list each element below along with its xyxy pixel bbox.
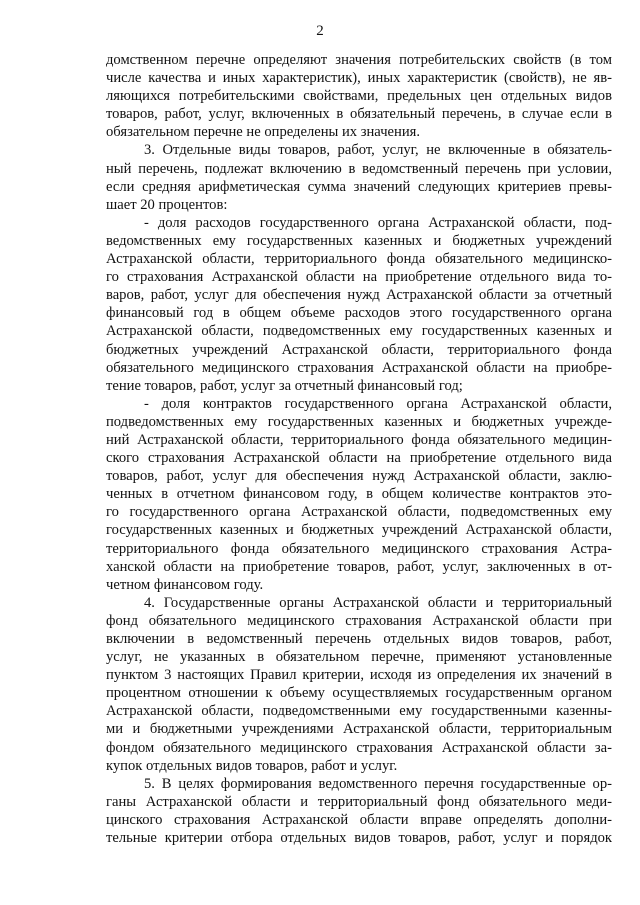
paragraph-item-3	[106, 141, 612, 213]
paragraph-criterion-expenses	[106, 214, 612, 395]
text-line: цинского страхования Астраханской области вправе определять дополни-	[106, 811, 612, 828]
text-line: Астраханской области, территориального фонда обязательного медицинско-	[106, 251, 612, 268]
text-line: ведомственных ему государственных казенных и бюджетных учреждений	[106, 232, 612, 249]
paragraph-item-4	[106, 594, 612, 775]
text-line: четном финансовом году.	[106, 576, 264, 593]
text-line: Астраханской области, подведомственных ему государственных казенных и	[106, 323, 612, 340]
text-line: го страхования Астраханской области на приобретение отдельного вида то-	[106, 269, 612, 286]
text-line: шает 20 процентов:	[106, 196, 228, 213]
text-line: финансовый год в общем объеме расходов этого государственного органа	[106, 305, 612, 322]
text-line: ганы Астраханской области и территориальный фонд обязательного меди-	[106, 793, 612, 810]
text-line: ского страхования Астраханской области на приобретение отдельного вида	[106, 450, 612, 467]
text-line: подведомственных ему государственных казенных и бюджетных учрежде-	[106, 413, 612, 430]
text-line: Астраханской области, подведомственными ему государственными казенны-	[106, 703, 612, 720]
text-line: варов, работ, услуг для обеспечения нужд Астраханской области за отчетный	[106, 287, 612, 304]
text-line: ляющихся потребительскими свойствами, предельных цен отдельных видов	[106, 88, 612, 105]
paragraph-criterion-contracts	[106, 395, 612, 594]
text-line: числе качества и иных характеристик), иных характеристик (свойств), не яв-	[106, 70, 612, 87]
text-line: товаров, работ, услуг для обеспечения нужд Астраханской области, заклю-	[106, 468, 612, 485]
text-line: 4. Государственные органы Астраханской области и территориальный	[144, 594, 612, 611]
text-line: услуг, не указанных в обязательном перечне, применяют установленные	[106, 649, 612, 666]
text-line: процентном отношении к объему осуществляемых государственным органом	[106, 685, 612, 702]
text-line: ханской области на приобретение товаров, работ, услуг, заключенных в от-	[106, 558, 612, 575]
text-line: государственных казенных и бюджетных учреждений Астраханской области,	[106, 522, 612, 539]
text-line: - доля контрактов государственного органа Астраханской области,	[144, 395, 612, 412]
paragraph-continuation	[106, 51, 612, 141]
text-line: включении в ведомственный перечень отдельных видов товаров, работ,	[106, 631, 612, 647]
text-line: го государственного органа Астраханской области, подведомственных ему	[106, 504, 612, 521]
text-line: тение товаров, работ, услуг за отчетный финансовый год;	[106, 377, 463, 394]
text-line: обязательном перечне не определены их значения.	[106, 124, 420, 141]
text-line: ний Астраханской области, территориального фонда обязательного медицин-	[106, 431, 612, 448]
text-line: фонд обязательного медицинского страхования Астраханской области при	[106, 612, 612, 629]
text-line: пунктом 3 настоящих Правил критерии, исходя из определения их значений в	[106, 667, 612, 684]
text-line: купок отдельных видов товаров, работ и услуг.	[106, 757, 398, 774]
text-line: бюджетных учреждений Астраханской области, территориального фонда	[106, 341, 612, 358]
text-line: - доля расходов государственного органа Астраханской области, под-	[144, 214, 612, 231]
text-line: домственном перечне определяют значения потребительских свойств (в том	[106, 52, 612, 68]
text-line: ченных в отчетном финансовом году, в общем количестве контрактов это-	[106, 486, 612, 503]
text-line: товаров, работ, услуг, включенных в обязательный перечень, в случае если в	[106, 106, 612, 123]
text-line: ми и бюджетными учреждениями Астраханской области, территориальным	[106, 721, 612, 738]
text-line: тельные критерии отбора отдельных видов товаров, работ, услуг и порядок	[106, 830, 612, 847]
document-body	[106, 51, 612, 847]
text-line: обязательного медицинского страхования Астраханской области на приобре-	[106, 359, 612, 376]
text-line: 5. В целях формирования ведомственного перечня государственные ор-	[144, 775, 612, 792]
text-line: территориального фонда обязательного медицинского страхования Астра-	[106, 540, 612, 557]
text-line: фондом обязательного медицинского страхования Астраханской области за-	[106, 739, 612, 756]
page-number: 2	[316, 23, 324, 39]
text-line: 3. Отдельные виды товаров, работ, услуг, не включенные в обязатель-	[144, 142, 612, 159]
text-line: ный перечень, подлежат включению в ведомственный перечень при условии,	[106, 160, 612, 177]
text-line: если средняя арифметическая сумма значений следующих критериев превы-	[106, 178, 612, 195]
paragraph-item-5	[106, 775, 612, 847]
